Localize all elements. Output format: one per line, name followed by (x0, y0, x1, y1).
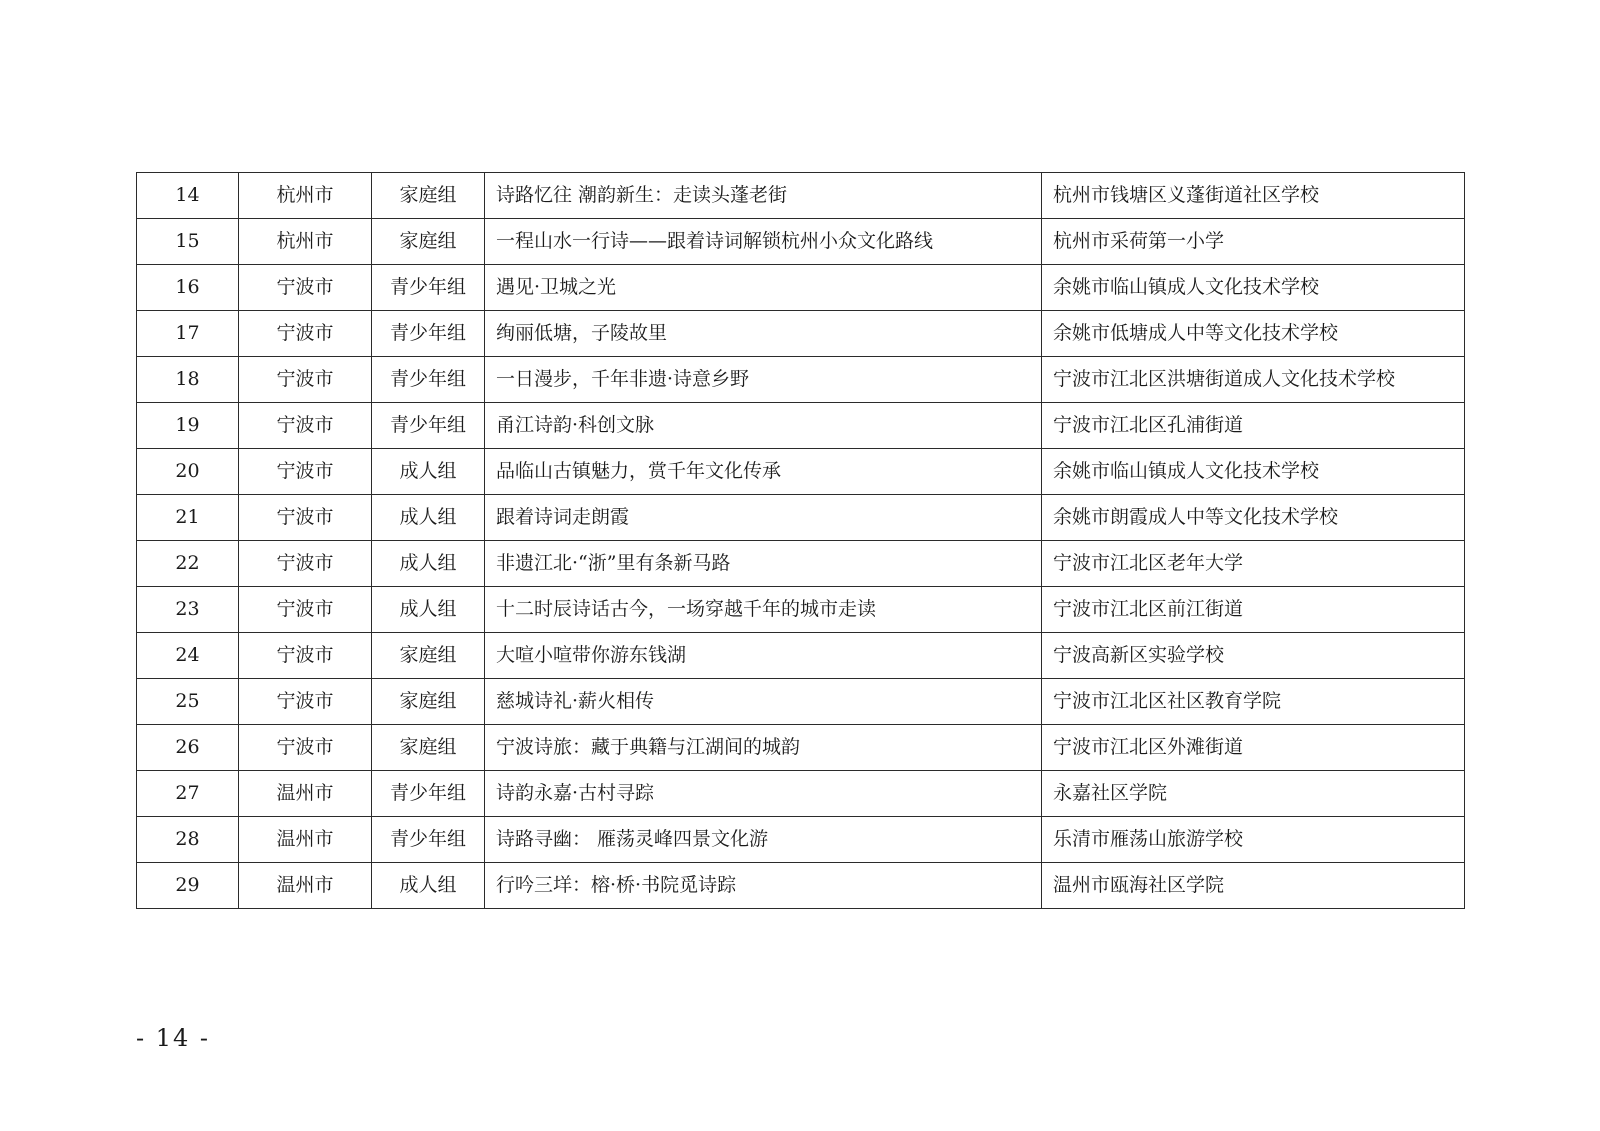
group-cell: 成人组 (372, 587, 485, 633)
row-number-cell: 29 (137, 863, 239, 909)
group-cell: 青少年组 (372, 311, 485, 357)
row-number-cell: 19 (137, 403, 239, 449)
group-cell: 家庭组 (372, 173, 485, 219)
city-cell: 宁波市 (239, 679, 372, 725)
row-number-cell: 20 (137, 449, 239, 495)
row-number-cell: 17 (137, 311, 239, 357)
city-cell: 宁波市 (239, 311, 372, 357)
route-title-cell: 宁波诗旅：藏于典籍与江湖间的城韵 (485, 725, 1042, 771)
page-number: - 14 - (136, 1024, 211, 1052)
organization-cell: 余姚市临山镇成人文化技术学校 (1042, 265, 1465, 311)
organization-cell: 永嘉社区学院 (1042, 771, 1465, 817)
group-cell: 青少年组 (372, 357, 485, 403)
route-title-cell: 行吟三垟：榕·桥·书院觅诗踪 (485, 863, 1042, 909)
group-cell: 青少年组 (372, 771, 485, 817)
route-title-cell: 非遗江北·“浙”里有条新马路 (485, 541, 1042, 587)
group-cell: 成人组 (372, 863, 485, 909)
route-title-cell: 大喧小喧带你游东钱湖 (485, 633, 1042, 679)
route-title-cell: 品临山古镇魅力，赏千年文化传承 (485, 449, 1042, 495)
table-row (137, 541, 1465, 587)
city-cell: 宁波市 (239, 403, 372, 449)
row-number-cell: 18 (137, 357, 239, 403)
table-row (137, 863, 1465, 909)
table-row (137, 403, 1465, 449)
row-number-cell: 24 (137, 633, 239, 679)
table-row (137, 219, 1465, 265)
group-cell: 成人组 (372, 541, 485, 587)
city-cell: 宁波市 (239, 357, 372, 403)
group-cell: 成人组 (372, 449, 485, 495)
organization-cell: 余姚市朗霞成人中等文化技术学校 (1042, 495, 1465, 541)
organization-cell: 宁波市江北区社区教育学院 (1042, 679, 1465, 725)
city-cell: 杭州市 (239, 219, 372, 265)
city-cell: 宁波市 (239, 541, 372, 587)
group-cell: 家庭组 (372, 725, 485, 771)
row-number-cell: 25 (137, 679, 239, 725)
row-number-cell: 28 (137, 817, 239, 863)
table-row (137, 265, 1465, 311)
row-number-cell: 27 (137, 771, 239, 817)
organization-cell: 杭州市采荷第一小学 (1042, 219, 1465, 265)
row-number-cell: 23 (137, 587, 239, 633)
city-cell: 宁波市 (239, 587, 372, 633)
organization-cell: 宁波市江北区洪塘街道成人文化技术学校 (1042, 357, 1465, 403)
group-cell: 家庭组 (372, 679, 485, 725)
group-cell: 青少年组 (372, 265, 485, 311)
row-number-cell: 14 (137, 173, 239, 219)
city-cell: 宁波市 (239, 495, 372, 541)
group-cell: 家庭组 (372, 633, 485, 679)
group-cell: 家庭组 (372, 219, 485, 265)
row-number-cell: 16 (137, 265, 239, 311)
group-cell: 青少年组 (372, 817, 485, 863)
city-cell: 宁波市 (239, 449, 372, 495)
organization-cell: 宁波市江北区老年大学 (1042, 541, 1465, 587)
table-row (137, 679, 1465, 725)
city-cell: 温州市 (239, 863, 372, 909)
row-number-cell: 15 (137, 219, 239, 265)
table-row (137, 357, 1465, 403)
row-number-cell: 21 (137, 495, 239, 541)
city-cell: 宁波市 (239, 725, 372, 771)
organization-cell: 温州市瓯海社区学院 (1042, 863, 1465, 909)
route-title-cell: 诗路忆往 潮韵新生：走读头蓬老街 (485, 173, 1042, 219)
route-title-cell: 一日漫步，千年非遗·诗意乡野 (485, 357, 1042, 403)
route-title-cell: 一程山水一行诗——跟着诗词解锁杭州小众文化路线 (485, 219, 1042, 265)
route-title-cell: 甬江诗韵·科创文脉 (485, 403, 1042, 449)
organization-cell: 宁波市江北区孔浦街道 (1042, 403, 1465, 449)
row-number-cell: 26 (137, 725, 239, 771)
city-cell: 温州市 (239, 771, 372, 817)
group-cell: 成人组 (372, 495, 485, 541)
route-title-cell: 诗路寻幽： 雁荡灵峰四景文化游 (485, 817, 1042, 863)
route-title-cell: 慈城诗礼·薪火相传 (485, 679, 1042, 725)
table-row (137, 817, 1465, 863)
award-table (136, 172, 1465, 909)
table-row (137, 311, 1465, 357)
route-title-cell: 绚丽低塘，子陵故里 (485, 311, 1042, 357)
table-row (137, 449, 1465, 495)
table-row (137, 173, 1465, 219)
organization-cell: 宁波市江北区外滩街道 (1042, 725, 1465, 771)
route-title-cell: 诗韵永嘉·古村寻踪 (485, 771, 1042, 817)
row-number-cell: 22 (137, 541, 239, 587)
organization-cell: 余姚市临山镇成人文化技术学校 (1042, 449, 1465, 495)
route-title-cell: 遇见·卫城之光 (485, 265, 1042, 311)
city-cell: 杭州市 (239, 173, 372, 219)
organization-cell: 余姚市低塘成人中等文化技术学校 (1042, 311, 1465, 357)
organization-cell: 宁波市江北区前江街道 (1042, 587, 1465, 633)
group-cell: 青少年组 (372, 403, 485, 449)
organization-cell: 杭州市钱塘区义蓬街道社区学校 (1042, 173, 1465, 219)
city-cell: 宁波市 (239, 265, 372, 311)
city-cell: 温州市 (239, 817, 372, 863)
award-table-body (137, 173, 1465, 909)
table-row (137, 725, 1465, 771)
table-row (137, 495, 1465, 541)
organization-cell: 乐清市雁荡山旅游学校 (1042, 817, 1465, 863)
route-title-cell: 跟着诗词走朗霞 (485, 495, 1042, 541)
table-row (137, 587, 1465, 633)
table-row (137, 771, 1465, 817)
table-row (137, 633, 1465, 679)
city-cell: 宁波市 (239, 633, 372, 679)
route-title-cell: 十二时辰诗话古今，一场穿越千年的城市走读 (485, 587, 1042, 633)
organization-cell: 宁波高新区实验学校 (1042, 633, 1465, 679)
